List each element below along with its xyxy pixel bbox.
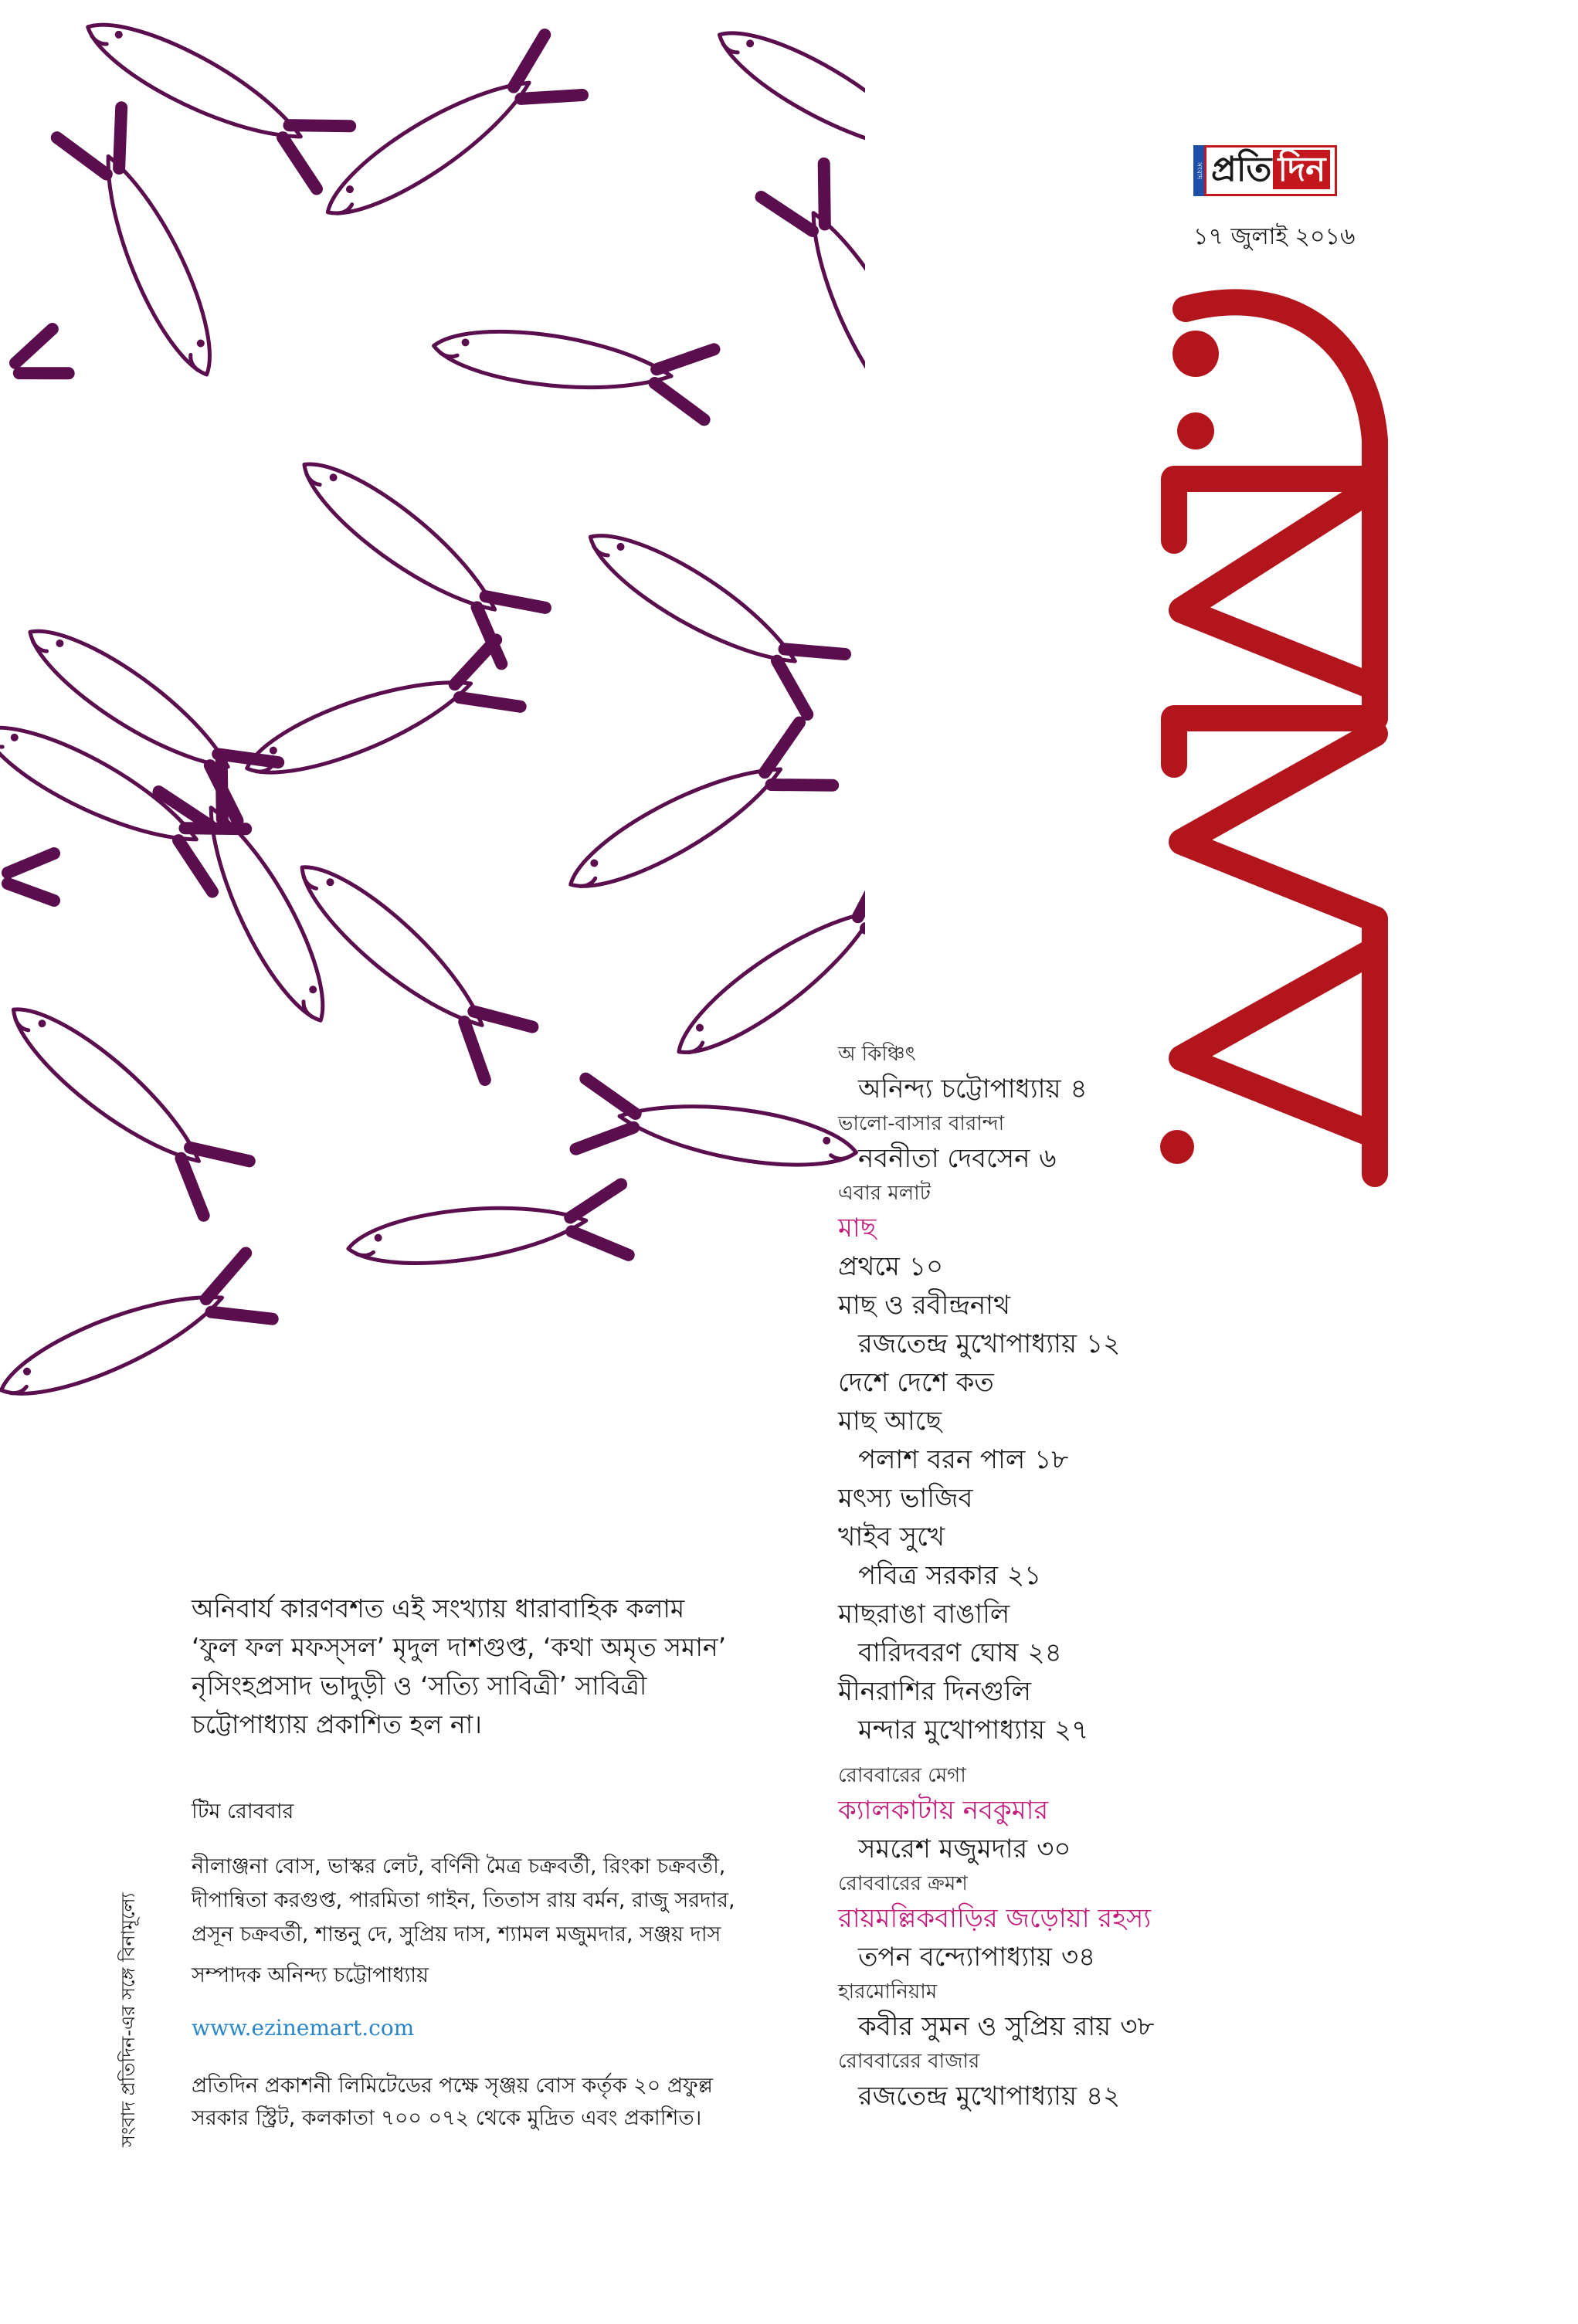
fish-illustration [0, 0, 865, 1467]
contents-author-name: সমরেশ মজুমদার [858, 1834, 1028, 1864]
contents-page-number: ৩৪ [1061, 1942, 1096, 1973]
title-dot-1 [1172, 331, 1219, 377]
contents-entry [838, 1402, 1533, 1479]
contents-section-label: হারমোনিয়াম [838, 1980, 938, 2003]
contents-page-number: ১৮ [1034, 1444, 1069, 1475]
contents-author [838, 1070, 1533, 1108]
contents-page-number: ৬ [1039, 1143, 1057, 1174]
contents-entry [838, 1108, 1533, 1178]
table-of-contents [838, 1039, 1533, 2115]
contents-title-text: রায়মল্লিকবাড়ির জড়োয়া রহস্য [838, 1903, 1152, 1934]
fish-drawing [554, 722, 833, 915]
fish-drawing [278, 841, 532, 1080]
fish-drawing [659, 863, 865, 1081]
contents-title [838, 1363, 1533, 1402]
contents-author-name: অনিন্দ্য চট্টোপাধ্যায় [858, 1074, 1061, 1104]
contents-page-number: ১২ [1086, 1328, 1121, 1359]
contents-title [838, 1791, 1533, 1830]
fish-drawing [761, 164, 865, 443]
contents-author-name: পবিত্র সরকার [858, 1560, 999, 1591]
logo-text-dark: প্রতি [1211, 150, 1272, 189]
fish-drawing [309, 35, 582, 243]
fish-drawing [576, 1079, 861, 1188]
contents-entry [838, 1976, 1533, 2046]
contents-entry [838, 1479, 1533, 1518]
notice-paragraph: অনিবার্য কারণবশত এই সংখ্যায় ধারাবাহিক কলাম ‘ফুল ফল মফস্‌সল’ মৃদুল দাশগুপ্ত, ‘কথা অমৃত সমান’ নৃসিংহপ্রসাদ ভাদুড়ী ও ‘সত্যি সাবিত্রী’ সাবিত্রী চট্টোপাধ্যায় প্রকাশিত হল না। [192, 1593, 727, 1739]
contents-title-text: খাইব সুখে [838, 1522, 945, 1552]
fish-drawing [158, 758, 351, 1037]
contents-entry [838, 1595, 1533, 1672]
contents-author [838, 1830, 1533, 1868]
contents-author-name: রজতেন্দ্র মুখোপাধ্যায় [858, 1328, 1077, 1359]
contents-author-name: রজতেন্দ্র মুখোপাধ্যায় [858, 2081, 1077, 2112]
contents-title-text: মাছ ও রবীন্দ্রনাথ [838, 1290, 1011, 1321]
contents-title-text: ক্যালকাটায় নবকুমার [838, 1795, 1049, 1826]
contents-title [838, 1209, 1533, 1247]
title-stroke-v-1 [1182, 487, 1375, 687]
contents-title [838, 1595, 1533, 1634]
fish-drawing [572, 507, 845, 714]
contents-title-text: মাছরাঙা বাঙালি [838, 1599, 1010, 1630]
contents-author-name: পলাশ বরন পাল [858, 1444, 1026, 1475]
contents-entry [838, 1868, 1533, 1976]
editor-line: সম্পাদক অনিন্দ্য চট্টোপাধ্যায় [192, 1963, 429, 1987]
contents-author [838, 1325, 1533, 1363]
contents-section-label: রোববারের ক্রমশ [838, 1872, 968, 1895]
contents-section-label: ভালো-বাসার বারান্দা [838, 1112, 1005, 1135]
contents-author-name: বারিদবরণ ঘোষ [858, 1637, 1019, 1668]
contents-title [838, 1402, 1533, 1440]
contents-entry [838, 1178, 1533, 1247]
fish-drawing [57, 107, 239, 389]
contents-author [838, 1634, 1533, 1672]
contents-author-name: নবনীতা দেবসেন [858, 1143, 1030, 1174]
contents-title [838, 1672, 1533, 1711]
contents-section-label: এবার মলাট [838, 1182, 931, 1205]
contents-section-label: রোববারের বাজার [838, 2050, 980, 2073]
contents-page-number: ৩০ [1037, 1834, 1071, 1864]
contents-title-text: মাছ আছে [838, 1406, 942, 1437]
contents-entry [838, 1286, 1533, 1363]
contents-author [838, 2007, 1533, 2046]
contents-title-text: মৎস্য ভাজিব [838, 1483, 973, 1514]
contents-title [838, 1247, 1533, 1286]
website-link[interactable]: www.ezinemart.com [192, 2015, 415, 2041]
contents-page-number: ৪ [1070, 1074, 1088, 1104]
title-dot-2 [1177, 412, 1214, 450]
contents-title-text: মাছ [838, 1213, 877, 1243]
logo-word [1204, 145, 1337, 196]
contents-author [838, 1440, 1533, 1479]
side-credit: সংবাদ প্রতিদিন-এর সঙ্গে বিনামূল্যে [117, 1892, 139, 2147]
fish-drawing [429, 310, 714, 419]
contents-author-name: কবীর সুমন ও সুপ্রিয় রায় [858, 2011, 1111, 2042]
contents-author-name: তপন বন্দ্যোপাধ্যায় [858, 1942, 1053, 1973]
contents-title [838, 1479, 1533, 1518]
fish-drawing [235, 640, 521, 802]
contents-author [838, 2077, 1533, 2115]
title-stroke-v-2 [1182, 734, 1375, 919]
contents-title-text: মীনরাশির দিনগুলি [838, 1676, 1031, 1707]
contents-page-number: ১০ [908, 1251, 944, 1282]
contents-entry [838, 1363, 1533, 1402]
logo-strip: সংবাদ [1193, 145, 1204, 196]
contents-entry [838, 1039, 1533, 1108]
contents-section-label: অ কিঞ্চিৎ [838, 1043, 916, 1066]
fish-drawing [0, 982, 249, 1216]
contents-page-number: ২১ [1007, 1560, 1042, 1591]
contents-title-text: দেশে দেশে কত [838, 1367, 994, 1398]
fish-drawing [283, 436, 545, 663]
fish-drawing [344, 1184, 629, 1284]
contents-page-number: ২৭ [1054, 1715, 1089, 1746]
pratidin-logo [1193, 145, 1337, 196]
contents-author [838, 1556, 1533, 1595]
contents-title [838, 1518, 1533, 1556]
contents-title [838, 1899, 1533, 1938]
team-members: নীলাঞ্জনা বোস, ভাস্কর লেট, বর্ণিনী মৈত্র চক্রবর্তী, রিংকা চক্রবর্তী, দীপান্বিতা করগুপ্ত, পারমিতা গাইন, তিতাস রায় বর্মন, রাজু সরদার, প্রসূন চক্রবর্তী, শান্তনু দে, সুপ্রিয় দাস, শ্যামল মজুমদার, সঞ্জয় দাস [192, 1854, 735, 1946]
contents-entry [838, 1672, 1533, 1749]
contents-entry [838, 1247, 1533, 1286]
issue-date: ১৭ জুলাই ২০১৬ [1193, 223, 1356, 250]
contents-entry [838, 2046, 1533, 2115]
contents-page-number: ২৪ [1027, 1637, 1062, 1668]
contents-section-label: রোববারের মেগা [838, 1764, 966, 1787]
fish-drawing [0, 1253, 273, 1423]
contents-entry [838, 1518, 1533, 1595]
contents-author [838, 1711, 1533, 1749]
contents-author [838, 1139, 1533, 1178]
contents-page-number: ৩৮ [1120, 2011, 1155, 2042]
team-heading: টিম রোববার [192, 1800, 294, 1824]
fish-tail-fragment [8, 853, 54, 901]
contents-title-text: প্রথমে [838, 1251, 900, 1282]
contents-entry [838, 1760, 1533, 1868]
fish-tail-fragment [8, 329, 68, 389]
contents-page-number: ৪২ [1086, 2081, 1121, 2112]
contents-title [838, 1286, 1533, 1325]
publisher-imprint: প্রতিদিন প্রকাশনী লিমিটেডের পক্ষে সৃঞ্জয় বোস কর্তৃক ২০ প্রফুল্ল সরকার স্ট্রিট, কলকাতা ৭০০ ০৭২ থেকে মুদ্রিত এবং প্রকাশিত। [192, 2074, 713, 2130]
contents-author-name: মন্দার মুখোপাধ্যায় [858, 1715, 1045, 1746]
logo-text-red: দিন [1273, 150, 1330, 189]
contents-author [838, 1938, 1533, 1976]
fish-drawing [701, 4, 865, 205]
